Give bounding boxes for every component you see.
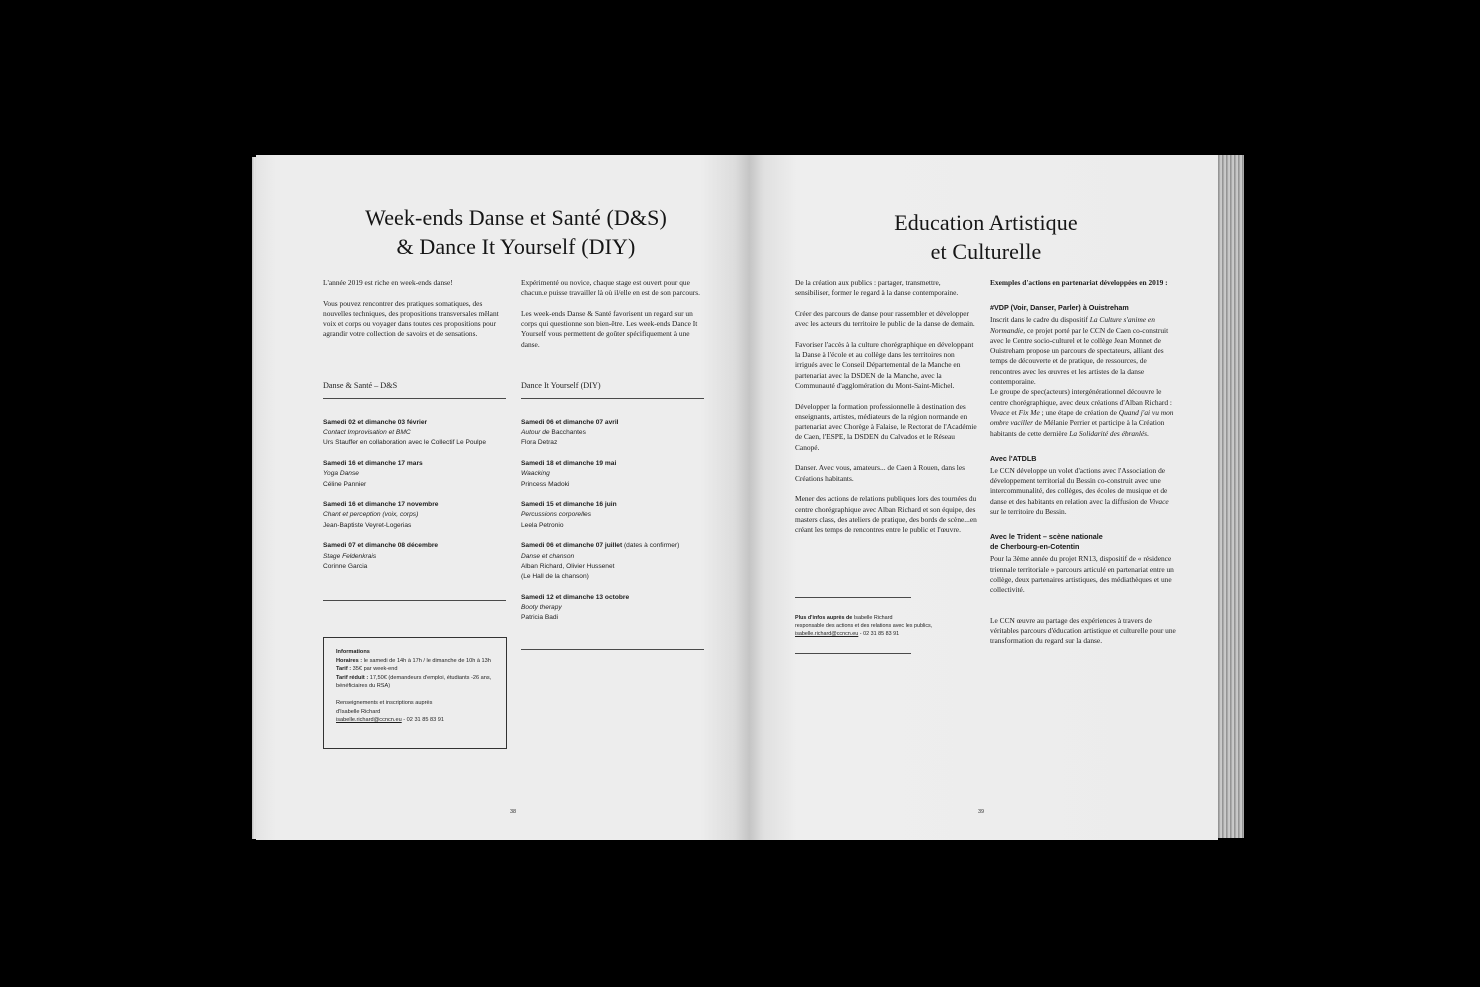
info-tarif [336,665,494,674]
divider [521,649,704,650]
event-title: Danse et chanson [521,552,575,560]
text: sur le territoire du Bessin. [990,507,1067,517]
value: 17,50€ (demandeurs d'emploi, étudiants -26 ans, bénéficiaires du RSA) [336,674,492,690]
atdlb-heading: Avec l'ATDLB [990,453,1037,463]
event-title: Percussions corporelles [521,511,591,519]
event-people-extra: (Le Hall de la chanson) [521,572,589,580]
event-people: Corinne Garcia [323,562,368,570]
label: Horaires : [336,657,363,664]
text: , ce projet porté par le CCN de Caen co-construit avec le Centre socio-culturel et le collège Jean Monnet de Ouistreham propose un parcours de spectateurs, alliant des temps de découverte et de pratique, de ressources, de rencontres avec les œuvres et les artistes de la danse contemporaine. [990,325,1169,387]
email-link[interactable]: isabelle.richard@ccncn.eu [336,717,402,724]
event-date: Samedi 16 et dimanche 17 mars [323,460,423,468]
divider [795,653,911,654]
intro-paragraph: Les week-ends Danse & Santé favorisent un regard sur un corps qui questionne son bien-être. Les week-ends Dance It Yourself vous permettent de goûter spécifiquement à une danse. [521,308,698,349]
ds-event [323,459,509,490]
label: Tarif : [336,666,352,673]
divider [795,597,911,598]
title-line-2: & Dance It Yourself (DIY) [396,234,636,259]
event-date [521,541,711,551]
left-page-title [256,203,776,261]
date-text: Samedi 18 et dimanche 19 mai [521,460,617,468]
vdp-heading: #VDP (Voir, Danser, Parler) à Ouistreham [990,303,1129,313]
title-line-2: et Culturelle [930,239,1042,264]
email-link[interactable]: isabelle.richard@ccncn.eu [795,631,859,638]
paragraph: Favoriser l'accès à la culture chorégraphique en développant la Danse à l'école et au collège dans les territoires non irrigués avec le Conseil Départemental de la Manche en partenariat avec la DSDEN de la Manche, avec la Communauté d'agglomération du Mont-Saint-Michel. [795,339,974,390]
italic: Fix Me [1018,407,1040,417]
event-people: Leela Petronio [521,521,564,529]
title-rest: Bacchantes [549,429,586,437]
event-title: Chant et perception (voix, corps) [323,511,419,519]
right-page-title [750,208,1222,266]
ds-heading: Danse & Santé – D&S [323,381,398,390]
date-note: (dates à confirmer) [622,542,680,550]
text: Le CCN développe un volet d'actions avec l'Association de développement territorial du Bessin co-construit avec une intercommunalité, des collèges, des écoles de musique et de danse et des habitants en relation avec la diffusion de [990,465,1168,506]
event-title [521,428,711,438]
phone: - 02 31 85 83 91 [401,717,445,724]
italic: La Solidarité des ébranlés [1069,428,1148,438]
diy-event [521,500,711,531]
event-people: Alban Richard, Olivier Hussenet [521,562,615,570]
info-contact-line: Renseignements et inscriptions auprès [336,699,433,706]
trident-heading: Avec le Trident – scène nationale [990,532,1103,542]
info-heading: Informations [336,649,370,655]
event-people: Céline Pannier [323,480,367,488]
date-text: Samedi 06 et dimanche 07 juillet [521,542,623,550]
divider [521,398,704,399]
diy-heading: Dance It Yourself (DIY) [521,381,601,390]
value: 35€ par week-end [351,666,398,673]
text: . [1147,428,1149,438]
label: Tarif réduit : [336,674,369,681]
date-text: Samedi 06 et dimanche 07 avril [521,419,619,426]
page-number: 38 [510,809,517,815]
event-date [521,459,711,469]
event-date [521,593,711,603]
event-title: Booty therapy [521,603,562,611]
value: le samedi de 14h à 17h / le dimanche de 10h à 13h [362,657,491,664]
atdlb-block [990,454,1176,517]
italic: Quand j'ai vu mon ombre vaciller [990,407,1174,428]
intro-paragraph: Vous pouvez rencontrer des pratiques somatiques, des nouvelles techniques, des propositions transversales mêlant voix et corps ou voyager dans toutes ces propositions pour agrandir votre collection de savoirs et de sensations. [323,298,499,339]
info-tarif-reduit [336,674,494,691]
vdp-text [990,315,1176,387]
title-line-1: Education Artistique [894,210,1078,235]
contact-block [795,614,965,639]
event-title: Yoga Danse [323,470,359,478]
contact-line [795,614,965,622]
diy-event [521,541,711,582]
italic: Vivace [1149,496,1169,506]
ds-event [323,500,509,531]
event-date: Samedi 07 et dimanche 08 décembre [323,542,439,550]
diy-event [521,459,711,490]
diy-event [521,418,711,449]
trident-block [990,532,1176,595]
event-people: Princess Madoki [521,480,570,488]
left-page [256,155,750,840]
info-contact [336,716,494,725]
ds-event [323,418,509,449]
paragraph: Danser. Avec vous, amateurs... de Caen à Rouen, dans les Créations habitants. [795,463,966,483]
vdp-text-2 [990,387,1176,438]
italic: Vivace [990,407,1010,417]
divider [323,398,506,399]
right-page [750,155,1218,840]
date-text: Samedi 12 et dimanche 13 octobre [521,593,630,601]
ds-event-list [323,418,509,572]
info-horaires [336,657,494,666]
paragraph: De la création aux publics : partager, transmettre, sensibiliser, former le regard à la danse contemporaine. [795,278,959,298]
event-date: Samedi 16 et dimanche 17 novembre [323,501,439,509]
event-date [521,418,711,428]
intro-paragraph: Expérimenté ou novice, chaque stage est ouvert pour que chacun.e puisse travailler là où il/elle en est de son parcours. [521,278,700,298]
event-date [521,500,711,510]
book-spread [252,155,1244,840]
text: et [1009,407,1019,417]
right-column-right [990,278,1176,646]
paragraph: Développer la formation professionnelle à destination des enseignants, artistes, médiateurs de la région normande en partenariat avec Chorège à Falaise, le Rectorat de l'Académie de Caen, l'ESPE, la DSDEN du Calvados et le Réseau Canopé. [795,401,977,452]
diy-event-list [521,418,711,623]
title-italic: Autour de [521,429,550,437]
trident-text: Pour la 3ème année du projet RN13, dispositif de « résidence triennale territoriale » parcours articulé en partenariat entre un collège, deux partenaires artistiques, des médiathèques et une collectivité. [990,554,1174,595]
paragraph: Mener des actions de relations publiques lors des tournées du centre chorégraphique avec Alban Richard et son équipe, des masters class, des ateliers de pratique, des bords de scène...en créant les temps de rencontres entre le public et l'œuvre. [795,494,977,535]
right-column-left [795,278,977,535]
info-contact-name: d'Isabelle Richard [336,708,381,715]
examples-lead: Exemples d'actions en partenariat développées en 2019 : [990,278,1168,287]
contact-label: Plus d'infos auprès de [795,615,853,621]
page-number: 39 [978,809,985,815]
info-box [323,637,507,749]
title-line-1: Week-ends Danse et Santé (D&S) [365,205,667,230]
divider [323,600,506,601]
atdlb-text [990,466,1176,517]
text: Le groupe de spec(acteurs) intergénérationnel découvre le centre chorégraphique, avec deux créations d'Alban Richard : [990,387,1172,407]
contact-details [795,630,965,638]
date-text: Samedi 15 et dimanche 16 juin [521,501,617,509]
ds-event [323,541,509,572]
vdp-block [990,303,1176,439]
contact-name: Isabelle Richard [852,615,893,621]
event-title: Waacking [521,470,550,478]
intro-column-left [323,278,511,340]
paragraph: Créer des parcours de danse pour rassembler et développer avec les acteurs du territoire le public de la danse de demain. [795,308,975,329]
text: ; une étape de création de [1039,407,1119,417]
intro-paragraph: L'année 2019 est riche en week-ends danse! [323,278,453,287]
intro-column-right [521,278,707,350]
event-people: Urs Stauffer en collaboration avec le Collectif Le Poulpe [323,439,486,447]
event-people: Jean-Baptiste Veyret-Logerias [323,521,412,529]
event-title: Contact Improvisation et BMC [323,429,411,437]
diy-event [521,593,711,624]
event-people: Patricia Badi [521,614,559,622]
event-title: Stage Feldenkrais [323,552,377,560]
trident-heading-2: de Cherbourg-en-Cotentin [990,542,1080,552]
phone: - 02 31 85 83 91 [858,631,900,638]
italic: La Culture s'anime en Normandie [990,315,1155,335]
text: Inscrit dans le cadre du dispositif [990,315,1090,325]
contact-role: responsable des actions et des relations avec les publics, [795,623,933,630]
event-people: Flora Detraz [521,439,558,447]
closing-paragraph: Le CCN œuvre au partage des expériences à travers de véritables parcours d'éducation artistique et culturelle pour une transformation du regard sur la danse. [990,615,1176,646]
event-date: Samedi 02 et dimanche 03 février [323,419,428,426]
text: de Mélanie Perrier et participe à la Création habitants de cette dernière [990,418,1165,438]
